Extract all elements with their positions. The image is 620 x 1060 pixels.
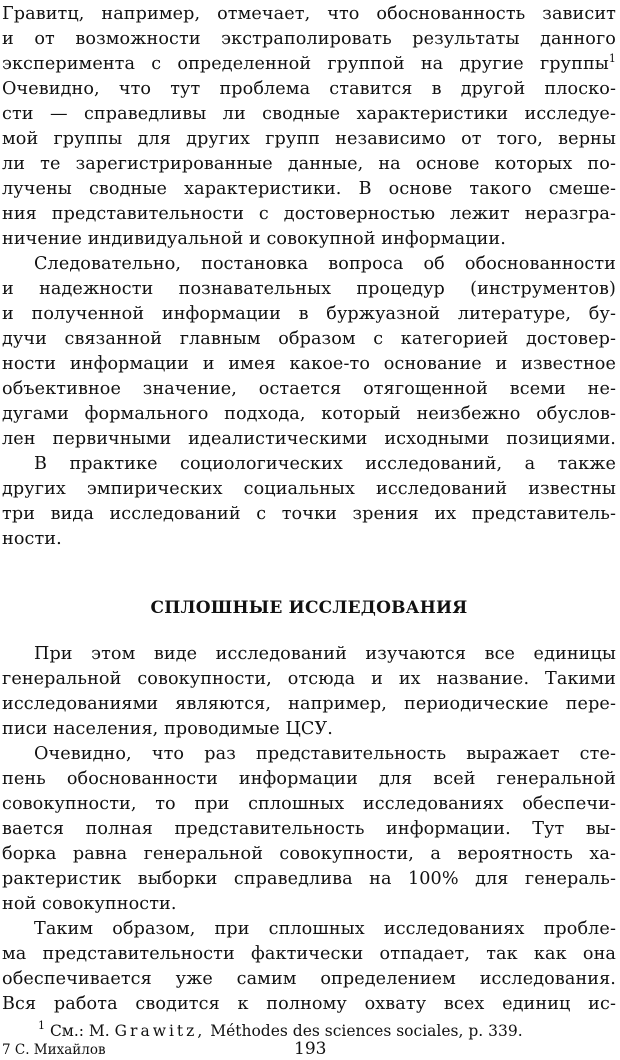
printer-signature: 7 С. Михайлов [2,1042,106,1058]
text-line: и надежности познавательных процедур (инструментов) [2,279,616,299]
text-line: и от возможности экстраполировать результаты данного [2,29,616,49]
text-line: ничение индивидуальной и совокупной информации. [2,229,506,249]
text-line: лучены сводные характеристики. В основе такого смеше- [2,179,616,199]
text-line: Очевидно, что тут проблема ставится в другой плоско- [2,79,616,99]
text-line: совокупности, то при сплошных исследованиях обеспечи- [2,794,616,814]
text-line: В практике социологических исследований, а также [34,454,616,474]
text-line: ма представительности фактически отпадает, так как она [2,944,616,964]
text-line: вается полная представительность информации. Тут вы- [2,819,616,839]
text-line: обеспечивается уже самим определением исследования. [2,969,616,989]
text-line [2,52,616,77]
text-line: генеральной совокупности, отсюда и их название. Такими [2,669,616,689]
footnote [38,1019,523,1040]
text-line: ной совокупности. [2,894,177,914]
text-line: других эмпирических социальных исследований известны [2,479,616,499]
text-line: лен первичными идеалистическими исходными позициями. [2,429,616,449]
text-line: Таким образом, при сплошных исследованиях пробле- [34,919,616,939]
footnote-source: Méthodes des sciences sociales, p. 339. [210,1022,523,1040]
text-line: ности. [2,529,62,549]
text-line: мой группы для других групп независимо от того, верны [2,129,616,149]
text-line: исследованиями являются, например, периодические пере- [2,694,616,714]
footnote-author: Grawitz, [114,1022,206,1040]
text-line: рактеристик выборки справедлива на 100% для генераль- [2,869,616,889]
text-line: сти — справедливы ли сводные характеристики исследуе- [2,104,616,124]
text-line: Следовательно, постановка вопроса об обоснованности [34,254,616,274]
text-line: и полученной информации в буржуазной литературе, бу- [2,304,616,324]
text-line: ли те зарегистрированные данные, на основе которых по- [2,154,616,174]
text-line: борка равна генеральной совокупности, а вероятность ха- [2,844,616,864]
text-line: ности информации и имея какое-то основание и известное [2,354,616,374]
footnote-marker: 1 [608,52,616,65]
text-line: Вся работа сводится к полному охвату всех единиц ис- [2,994,616,1014]
text-span: эксперимента с определенной группой на другие группы [2,54,609,74]
text-line: Гравитц, например, отмечает, что обоснованность зависит [2,4,616,24]
text-line: Очевидно, что раз представительность выражает сте- [34,744,616,764]
text-line: три вида исследований с точки зрения их представитель- [2,504,616,524]
footnote-number: 1 [38,1019,45,1032]
text-line: дучи связанной главным образом с категорией достовер- [2,329,616,349]
text-line: дугами формального подхода, который неизбежно обуслов- [2,404,616,424]
section-heading: СПЛОШНЫЕ ИССЛЕДОВАНИЯ [150,598,468,618]
text-line: ния представительности с достоверностью лежит неразгра- [2,204,616,224]
text-line: пень обоснованности информации для всей генеральной [2,769,616,789]
text-line: писи населения, проводимые ЦСУ. [2,719,333,739]
page-number: 193 [294,1039,327,1059]
footnote-prefix: См.: M. [49,1022,110,1040]
text-line: объективное значение, остается отягощенной всеми не- [2,379,616,399]
text-line: При этом виде исследований изучаются все единицы [34,644,616,664]
